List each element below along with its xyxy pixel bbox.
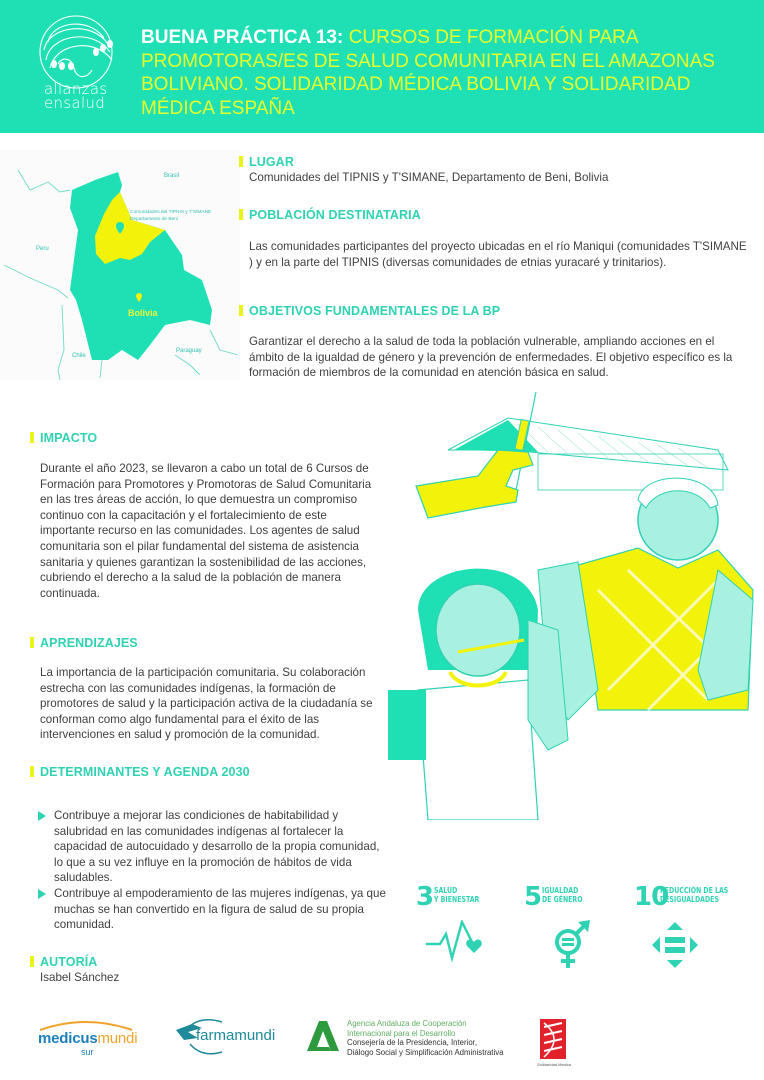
poblacion-text: Las comunidades participantes del proyecto ubicadas en el río Maniqui (comunidades T'SIMANE ) y en la parte del TIPNIS (diversas comunidades de etnias yuracaré y trinitarios). [249, 240, 747, 269]
ods-number: 5 [524, 882, 542, 912]
ods-label-line2: DESIGUALDADES [660, 895, 719, 904]
junta-andalucia-logo-icon [305, 1019, 339, 1053]
aprendizajes-text: La importancia de la participación comunitaria. Su colaboración estrecha con las comunidades indígenas, la formación de promotores de salud y la participación activa de la ciudadanía se conforman como algo fundamental para el éxito de las intervenciones en salud y promoción de la comunidad. [40, 666, 373, 742]
determinantes-list [38, 808, 388, 933]
elderly-woman [538, 478, 753, 720]
ods-label-line1: SALUD [434, 886, 458, 895]
aacid-title [347, 1019, 467, 1038]
ods-label-line1: IGUALDAD [542, 886, 579, 895]
title-lead: BUENA PRÁCTICA 13: [141, 27, 344, 48]
ods-5 [524, 882, 644, 962]
mundi-text: mundi [97, 1030, 138, 1047]
aacid-consejeria [347, 1038, 503, 1057]
bolivia-map [0, 150, 240, 380]
poblacion-heading: POBLACIÓN DESTINATARIA [249, 208, 421, 222]
map-label-brasil: Brasil [164, 173, 180, 179]
aprendizajes-heading: APRENDIZAJES [40, 636, 138, 650]
ods-label [434, 886, 479, 904]
solidaridad-medica-logo-icon [538, 1017, 568, 1061]
objetivos-heading: OBJETIVOS FUNDAMENTALES DE LA BP [249, 304, 501, 318]
ods-label [542, 886, 583, 904]
health-workers-illustration [388, 390, 764, 820]
ods-10 [634, 882, 754, 962]
map-label-bolivia: Bolivia [128, 308, 158, 318]
aacid-line-3: Consejería de la Presidencia, Interior, [347, 1038, 478, 1047]
farmamundi-text: farmamundi [196, 1027, 276, 1044]
ods-label-line2: Y BIENESTAR [434, 895, 480, 904]
medicus-text: medicus [38, 1030, 98, 1047]
objetivos-text: Garantizar el derecho a la salud de toda la población vulnerable, ampliando acciones en el ámbito de la igualdad de género y la prevención de enfermedades. El objetivo específico es la formación de miembros de la comunidad en atención básica en salud. [249, 335, 733, 380]
ods-label-line1: REDUCCIÓN DE LAS [660, 886, 729, 895]
logo-wordmark [44, 82, 108, 110]
map-label-chile: Chile [72, 353, 86, 359]
page-title [141, 26, 741, 120]
list-item-text: Contribuye al empoderamiento de las mujeres indígenas, ya que muchas se han convertido en la figura de salud de su propia comunidad. [54, 886, 386, 932]
title-rest: CURSOS DE FORMACIÓN PARA PROMOTORAS/ES DE SALUD COMUNITARIA EN EL AMAZONAS BOLIVIANO. SOLIDARIDAD MÉDICA BOLIVIA Y SOLIDARIDAD MÉDICA ESPAÑA [141, 27, 715, 119]
aacid-line-4: Diálogo Social y Simplificación Administrativa [347, 1047, 504, 1057]
impacto-text: Durante el año 2023, se llevaron a cabo un total de 6 Cursos de Formación para Promotores y Promotoras de Salud Comunitaria en las tres áreas de acción, lo que demuestra un compromiso continuo con la capacitación y el fortalecimiento de este importante recurso en las comunidades. Los agentes de salud comunitaria son el pilar fundamental del sistema de asistencia sanitaria y quienes garantizan la sostenibilidad de las acciones, cubriendo el derecho a la salud de la población de manera continuada. [40, 462, 372, 600]
autoria-text: Isabel Sánchez [40, 971, 120, 984]
lugar-heading: LUGAR [249, 155, 294, 169]
list-item [38, 808, 388, 886]
list-item-text: Contribuye a mejorar las condiciones de habitabilidad y salubridad en las comunidades indígenas al fortalecer la capacidad de autocuidado y desarrollo de la propia comunidad, lo que a su vez influye en la promoción de hábitos de vida saludables. [54, 809, 380, 885]
map-label-peru: Peru [36, 246, 49, 252]
heartbeat-icon [424, 920, 490, 964]
triangle-bullet-icon [38, 811, 46, 821]
determinantes-heading: DETERMINANTES Y AGENDA 2030 [40, 765, 250, 779]
map-label-paraguay: Paraguay [176, 348, 202, 354]
ods-number: 10 [634, 882, 669, 912]
map-label-region-2: Departamento de Beni [130, 217, 178, 222]
ods-label-line2: DE GÉNERO [542, 895, 583, 904]
gender-equality-icon [548, 920, 598, 970]
list-item [38, 886, 388, 933]
lugar-text: Comunidades del TIPNIS y T'SIMANE, Departamento de Beni, Bolivia [249, 171, 609, 184]
ods-number: 3 [416, 882, 434, 912]
aacid-line-2: Internacional para el Desarrollo [347, 1028, 456, 1038]
header-banner [0, 0, 764, 133]
impacto-heading: IMPACTO [40, 431, 98, 445]
autoria-heading: AUTORÍA [40, 955, 98, 969]
map-label-region-1: Comunidades del TIPNIS y T'SIMANE [130, 210, 212, 215]
reduced-inequalities-icon [650, 920, 700, 970]
medicusmundi-sur: sur [81, 1047, 94, 1057]
logo-line-2: ensalud [44, 94, 106, 112]
ods-label [660, 886, 728, 904]
ods-3 [416, 882, 536, 962]
medicusmundi-logo [38, 1030, 137, 1047]
triangle-bullet-icon [38, 889, 46, 899]
solidaridad-medica-caption: Solidaridad Médica [537, 1062, 572, 1067]
gloved-hand-syringe [416, 392, 536, 518]
logo-line-1: alianzas [44, 80, 108, 98]
aacid-line-1: Agencia Andaluza de Cooperación [347, 1019, 467, 1028]
